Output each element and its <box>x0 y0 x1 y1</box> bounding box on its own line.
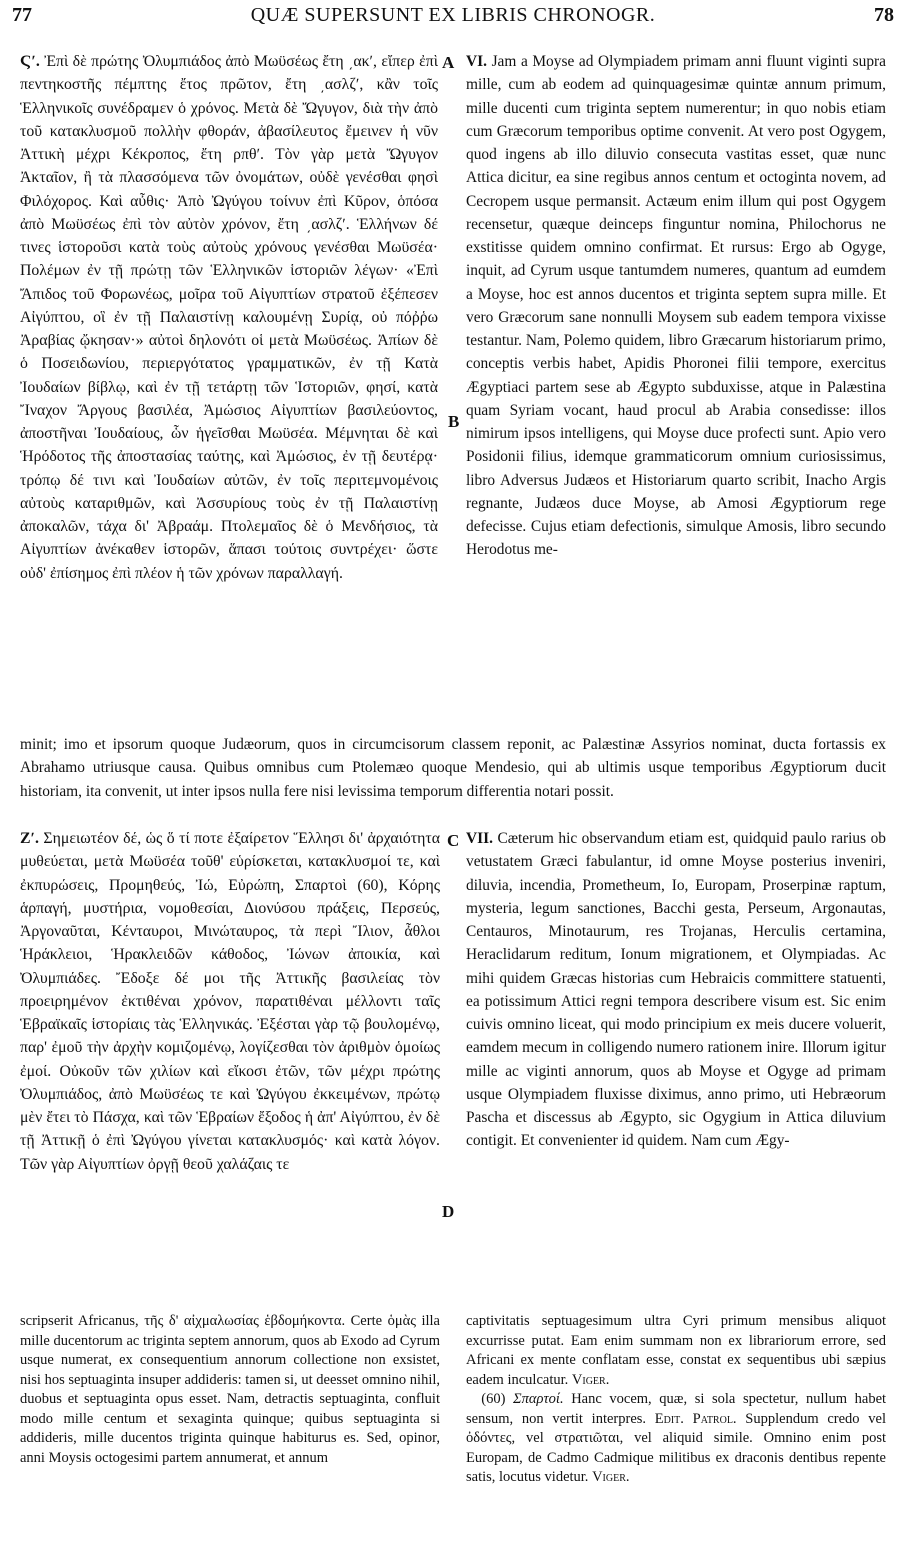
latin-text: Jam a Moyse ad Olympiadem primam anni fluunt viginti supra mille, cum ab eodem ad quinquagesimæ quintæ annum primum, mille ducenti cum triginta septem numerentur; in quo nobis etiam cum Græcorum temporibus optime convenit. At vero post Ogygem, quod ingens ab illo diluvio consecuta vastitas esset, quæ nunc Attica dicitur, ea sine regibus annos centum et octoginta novem, ad Cecropem usque permansit. Actæum enim illum qui post Ogygem recensetur, quæque deinceps finguntur nomina, Philochorus ne exstitisse quidem omnino confirmat. Et rursus: Ergo ab Ogyge, inquit, ad Cyrum usque tantumdem numeres, quantum ad eumdem a Moyse, hoc est annos ducentos et triginta septem supra mille. Et vero Græcorum sane nonnulli Moysem sub eadem tempora vixisse testantur. Nam, Polemo quidem, libro Græcarum historiarum primo, conceptis verbis habet, Apidis Phoronei filii tempore, exercitus Ægyptiaci partem sese ab Ægypto subduxisse, atque in Palæstina quam Syriam vocant, haud procul ab Arabia consedisse: illos nimirum ipsos intelligens, qui Moyse duce profecti sunt. Apio vero Posidonii filius, idemque grammaticorum omnium curiosissimus, libro Adversus Judæos et Historiarum quarto scribit, Inacho Argis regnante, Judæos duce Moyse, ab Amosi Ægyptiorum rege defecisse. Cujus etiam defectionis, simulque Amosis, libro secundo Herodotus me- <box>466 53 886 559</box>
editor-signature: Edit. Patrol. <box>654 1410 737 1427</box>
page-number-right: 78 <box>874 4 894 26</box>
greek-text: Ἐπὶ δὲ πρώτης Ὀλυμπιάδος ἀπὸ Μωϋσέως ἔτη ͵ακʹ, εἴπερ ἐπὶ πεντηκοστῆς πέμπτης ἔτος πρῶτον, ἔτη ͵ασλζʹ, κἂν τοῖς Ἑλληνικοῖς συνέδραμεν ὁ χρόνος. Μετὰ δὲ Ὤγυγον, διὰ τὴν ἀπὸ τοῦ κατακλυσμοῦ πολλὴν φθοράν, ἀβασίλευτος ἔμεινεν ἡ νῦν Ἀττικὴ μέχρι Κέκροπος, ἔτη ρπθʹ. Τὸν γὰρ μετὰ Ὤγυγον Ἀκταῖον, ἢ τὰ πλασσόμενα τῶν ὀνομάτων, οὐδὲ γενέσθαι φησὶ Φιλόχορος. Καὶ αὖθις· Ἀπὸ Ὠγύγου τοίνυν ἐπὶ Κῦρον, ὁπόσα ἀπὸ Μωϋσέως ἐπὶ τὸν αὐτὸν χρόνον, ἔτη ͵ασλζʹ. Ἑλλήνων δέ τινες ἱστοροῦσι κατὰ τοὺς αὐτοὺς χρόνους γενέσθαι Μωϋσέα· Πολέμων ἐν τῇ πρώτῃ τῶν Ἑλληνικῶν ἱστοριῶν λέγων· «Ἐπὶ Ἄπιδος τοῦ Φορωνέως, μοῖρα τοῦ Αἰγυπτίων στρατοῦ ἐξέπεσεν Αἰγύπτου, οἳ ἐν τῇ Παλαιστίνῃ καλουμένῃ Συρίᾳ, οὐ πόῤῥω Ἀραβίας ᾤκησαν·» αὐτοὶ δηλονότι οἱ μετὰ Μωϋσέως. Ἀπίων δὲ ὁ Ποσειδωνίου, περιεργότατος γραμματικῶν, ἐν τῇ Κατὰ Ἰουδαίων βίβλῳ, καὶ ἐν τῇ τετάρτῃ τῶν Ἱστοριῶν, φησί, κατὰ Ἴναχον Ἄργους βασιλέα, Ἀμώσιος Αἰγυπτίων βασιλεύοντος, ἀποστῆναι Ἰουδαίους, ὧν ἡγεῖσθαι Μωϋσέα. Μέμνηται δὲ καὶ Ἡρόδοτος τῆς ἀποστασίας ταύτης, καὶ Ἀμώσιος, ἐν τῇ δευτέρᾳ· τρόπῳ δέ τινι καὶ Ἰουδαίων αὐτῶν, ἐν τοῖς περιτεμνομένοις αὐτοὺς καταριθμῶν, καὶ Ἀσσυρίους τοὺς ἐν τῇ Παλαιστίνῃ ἀποκαλῶν, τάχα δι' Ἀβραάμ. Πτολεμαῖος δὲ ὁ Μενδήσιος, τὰ Αἰγυπτίων ἀνέκαθεν ἱστορῶν, ἅπασι τούτοις συντρέχει· ὥστε οὐδ' ἐπίσημος ἐπὶ πλέον ἡ τῶν χρόνων παραλλαγή. <box>20 53 439 582</box>
greek-text: Σημειωτέον δέ, ὡς ὅ τί ποτε ἐξαίρετον Ἕλλησι δι' ἀρχαιότητα μυθεύεται, μετὰ Μωϋσέα τοῦθ' εὑρίσκεται, κατακλυσμοί τε, καὶ ἐκπυρώσεις, Προμηθεύς, Ἰώ, Εὐρώπη, Σπαρτοὶ (60), Κόρης ἁρπαγή, μυστήρια, νομοθεσίαι, Διονύσου πράξεις, Περσεύς, Ἀργοναῦται, Κένταυροι, Μινώταυρος, τὰ περὶ Ἴλιον, ἆθλοι Ἡράκλειοι, Ἡρακλειδῶν κάθοδος, Ἰώνων ἀποικία, καὶ Ὀλυμπιάδες. Ἔδοξε δέ μοι τῆς Ἀττικῆς βασιλείας τὸν προειρημένον ἐκτιθέναι χρόνον, παρατιθέναι μέλλοντι ταῖς Ἑβραϊκαῖς ἱστορίαις τὰς Ἑλληνικάς. Ἐξέσται γὰρ τῷ βουλομένῳ, παρ' ἐμοῦ τὴν ἀρχὴν κομιζομένῳ, λογίζεσθαι τὸν ἀριθμὸν ὁμοίως ἐμοί. Οὐκοῦν τῶν χιλίων καὶ εἴκοσι ἐτῶν, τῶν μέχρι πρώτης Ὀλυμπιάδος, ἀπὸ Μωϋσέως τε καὶ Ὠγύγου ἐκκειμένων, πρώτῳ μὲν ἔτει τὸ Πάσχα, καὶ τῶν Ἑβραίων ἔξοδος ἡ ἀπ' Αἰγύπτου, ἐν δὲ τῇ Ἀττικῇ ὁ ἐπὶ Ὠγύγου γίνεται κατακλυσμός· καὶ κατὰ λόγον. Τῶν γὰρ Αἰγυπτίων ὀργῇ θεοῦ χαλάζαις τε <box>20 830 440 1173</box>
footnote-text: Supplendum credo vel ὀδόντες, vel στρατιῶται, vel aliquid simile. Omnino enim post Europam, de Cadmo Cadmique militibus ex draconis dentibus repente satis, locutus videtur. <box>466 1410 886 1485</box>
section-number: Ζʹ. <box>20 830 39 847</box>
greek-column-section-7 <box>20 827 440 1272</box>
margin-letter-d: D <box>442 1202 455 1221</box>
latin-text: Cæterum hic observandum etiam est, quidquid paulo rarius ob vetustatem Græci fabulantur, id omne Moyse posterius inveniri, diluvia, incendia, Prometheum, Io, Europam, Proserpinæ raptum, mysteria, legum sanctiones, Bacchi gesta, Perseum, Argonautas, Centauros, Minotaurum, res Trojanas, Herculis certamina, Heraclidarum reditum, Ionum migrationem, et Olympiadas. Ac mihi quidem Græcas historias cum Hebraicis committere statuenti, ea potissimum Attici regni tempora describere visum est. Sic enim cuivis omnino liceat, qui modo principium ex meis ducere voluerit, eamdem mecum in colligendo numero rationem inire. Illorum igitur mille ac viginti annorum, quos ab Moyse et Ogyge ad primam usque Olympiadem fluxisse diximus, anno primo, uti Hebræorum Pascha et discessus ab Ægypto, sic Ogygium in Attica diluvium contigit. Et convenienter id quidem. Nam cum Ægy- <box>466 830 886 1150</box>
footnote-lemma: Σπαρτοί. <box>513 1391 564 1407</box>
editor-signature: Viger. <box>592 1469 630 1485</box>
section-number: VI. <box>466 53 487 70</box>
margin-letter-c: C <box>447 831 460 850</box>
footnote-text: Hanc vocem, quæ, si sola spectetur, nullum habet sensum, non vertit interpres. <box>466 1391 887 1427</box>
margin-letter-a: A <box>442 53 455 72</box>
editor-signature: Viger. <box>571 1371 610 1388</box>
margin-letter-b: B <box>448 412 460 431</box>
section-number: Ϛʹ. <box>20 53 40 70</box>
greek-column-section-6 <box>20 50 438 750</box>
latin-column-section-6 <box>466 50 886 750</box>
footnotes-left: scripserit Africanus, τῆς δ' αἰχμαλωσίας ἑβδομήκοντα. Certe ὁμὰς illa mille ducentorum ac triginta septem annorum, quos ab Exodo ad Cyrum usque numerat, ex consequentium annorum collectione non exsistet, nisi hos septuaginta insuper addideris: tamen si, ut deesset omnino nihil, duobus et septuaginta opus esset. Nam, detractis septuaginta, confluit modo mille centum et sexaginta quinque; quibus septuaginta si addideris, mille ducentos triginta quinque habiturus es. Sed, opinor, anni Moysis octogesimi partem annumerat, et annum <box>20 1313 440 1466</box>
footnote-continuation: captivitatis septuagesimum ultra Cyri primum mensibus aliquot excurrisse putat. Eam enim summam non ex librariorum errore, sed Africani ex mente conflatam esse, constat ex sequentibus ubi sæpius eadem inculcatur. <box>466 1313 886 1388</box>
latin-column-section-7 <box>466 827 886 1272</box>
section-number: VII. <box>466 830 493 847</box>
footnote-number: (60) <box>481 1391 506 1407</box>
running-title: QUÆ SUPERSUNT EX LIBRIS CHRONOGR. <box>250 4 656 26</box>
running-header <box>0 0 906 30</box>
page-number-left: 77 <box>12 4 32 26</box>
full-width-continuation: minit; imo et ipsorum quoque Judæorum, quos in circumcisorum classem reponit, ac Palæstinæ Assyrios nominat, ducta fortassis ex Abrahamo utriusque causa. Quibus omnibus cum Ptolemæo quoque Mendesio, qui ab ultimis usque temporibus Ægyptiorum ducit historiam, ita convenit, ut inter ipsos nulla fere nisi levissima temporum differentia notari possit. <box>20 736 886 800</box>
footnotes-right <box>466 1312 886 1542</box>
